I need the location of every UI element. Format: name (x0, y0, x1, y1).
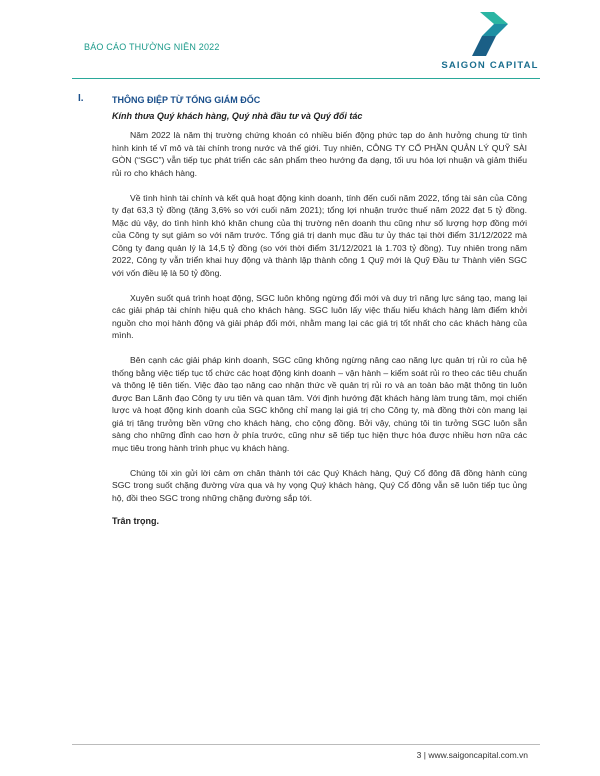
section-number: I. (78, 93, 84, 104)
paragraph-3: Xuyên suốt quá trình hoạt động, SGC luôn không ngừng đổi mới và duy trì năng lực sáng tạo, mang lại các giải pháp tài chính hiệu quả cho khách hàng. SGC luôn lấy việc thấu hiểu khách hàng làm điểm khởi nguồn cho mọi hành động và giải pháp đổi mới, nhằm mang lại các giá trị tốt nhất cho các khách hàng của mình. (112, 292, 527, 340)
logo-text: SAIGON CAPITAL (441, 60, 539, 71)
closing: Trân trọng. (112, 515, 159, 526)
saigon-capital-logo-icon (458, 10, 522, 58)
paragraph-2: Về tình hình tài chính và kết quả hoạt động kinh doanh, tính đến cuối năm 2022, tổng tài sản của Công ty đạt 63,3 tỷ đồng (tăng 3,6% so với cuối năm 2021); tổng lợi nhuận trước thuế năm 2022 đạt 5 tỷ đồng. Mặc dù vậy, do tình hình khó khăn chung của thị trường nên doanh thu cũng như số lượng hợp đồng mới của Công ty sụt giảm so với năm trước. Tổng giá trị danh mục đầu tư ủy thác tại thời điểm 31/12/2022 mà Công ty đang quản lý là 14,5 tỷ đồng (so với thời điểm 31/12/2021 là 1.703 tỷ đồng). Tuy nhiên trong năm 2022, Công ty vẫn triển khai huy động và thành lập thành công 1 Quỹ mới là Quỹ Đầu tư Thành viên SGC với vốn điều lệ là 50 tỷ đồng. (112, 192, 527, 278)
footer-page-info: 3 | www.saigoncapital.com.vn (416, 750, 528, 760)
report-title: BÁO CÁO THƯỜNG NIÊN 2022 (84, 42, 220, 52)
section-title: THÔNG ĐIỆP TỪ TỔNG GIÁM ĐỐC (112, 95, 261, 105)
company-logo (440, 10, 540, 72)
header-divider (72, 78, 540, 79)
paragraph-4: Bên cạnh các giải pháp kinh doanh, SGC cũng không ngừng nâng cao năng lực quản trị rủi ro của hệ thống bằng việc tiếp tục tổ chức các hoạt động kinh doanh – vận hành – kiểm soát rủi ro theo các tiêu chuẩn và thông lệ tiên tiến. Việc đào tạo nâng cao nhận thức về quản trị rủi ro và an toàn bảo mật thông tin luôn được Ban Lãnh đạo Công ty ưu tiên và quan tâm. Với định hướng đặt khách hàng làm trung tâm, mọi chiến lược và hoạt động kinh doanh của SGC không chỉ mang lại giá trị cho Công ty, mà đồng thời còn mang lại giá trị tăng trưởng bền vững cho khách hàng, cho cộng đồng. Bởi vậy, chúng tôi tin tưởng SGC luôn sẵn sàng cho những đỉnh cao hơn ở phía trước, cũng như sẽ tiếp tục hiện thực hóa được nhiều hơn nữa các mục tiêu trong hành trình phục vụ khách hàng. (112, 355, 527, 453)
paragraph-1: Năm 2022 là năm thị trường chứng khoán có nhiều biến động phức tạp do ảnh hưởng chung từ tình hình kinh tế vĩ mô và tài chính trong nước và thế giới. Tuy nhiên, CÔNG TY CỔ PHẦN QUẢN LÝ QUỸ SÀI GÒN (“SGC”) vẫn tiếp tục phát triển các sản phẩm theo hướng đa dạng, tối ưu hóa lợi nhuận và giảm thiểu rủi ro cho khách hàng. (112, 130, 527, 178)
letter-body (112, 129, 527, 526)
footer-divider (72, 744, 540, 745)
salutation: Kính thưa Quý khách hàng, Quý nhà đầu tư và Quý đối tác (112, 111, 363, 121)
paragraph-5: Chúng tôi xin gửi lời cảm ơn chân thành tới các Quý Khách hàng, Quý Cổ đông đã đồng hành cùng SGC trong suốt chặng đường vừa qua và hy vọng Quý khách hàng, Quý Cổ đông vẫn sẽ luôn tiếp tục ủng hộ, đồi theo SGC trong những chặng đường sắp tới. (112, 467, 527, 503)
